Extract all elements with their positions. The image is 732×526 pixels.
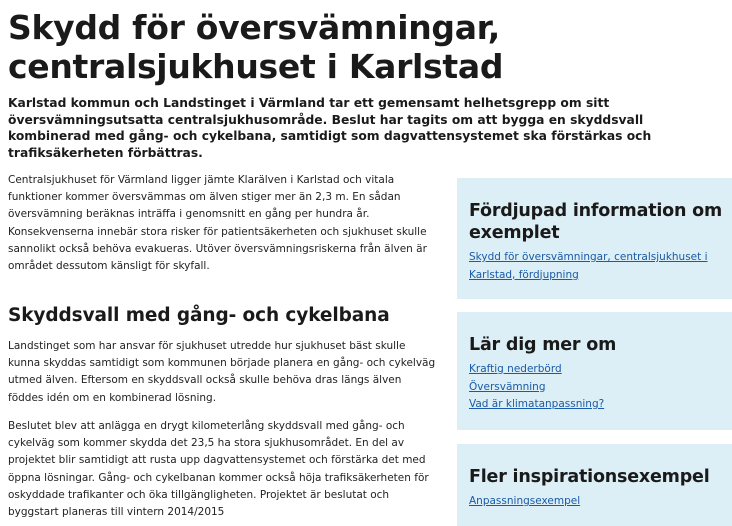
intro-paragraph: Centralsjukhuset för Värmland ligger jämte Klarälven i Karlstad och vitala funktioner kommer översvämmas om älven stiger mer än 2,3 m. En sådan översvämning beräknas inträffa i genomsnitt en gång per hundra år. Konsekvenserna innebär stora risker för patientsäkerheten och sjukhuset skulle sannolikt också behöva evakueras. Utöver översvämningsriskerna från älven är området dessutom känsligt för skyfall. (8, 174, 427, 273)
sidebar-box-more-examples (457, 444, 732, 526)
link-flooding[interactable]: Översvämning (469, 380, 546, 393)
link-deep-dive[interactable]: Skydd för översvämningar, centralsjukhuset i Karlstad, fördjupning (469, 251, 708, 281)
section-heading: Skyddsvall med gång- och cykelbana (8, 305, 390, 326)
section-paragraph-2: Beslutet blev att anlägga en drygt kilometerlång skyddsvall med gång- och cykelväg som kommer skydda det 23,5 ha stora sjukhusområdet. En del av projektet blir samtidigt att rusta upp dagvattensystemet och förstärka det med öppna lösningar. Gång- och cykelbanan kommer också höja trafiksäkerheten för oskyddade trafikanter och öka tillgängligheten. Projektet är beslutat och byggstart planeras till vintern 2014/2015 (8, 420, 429, 519)
page-title-line2: centralsjukhuset i Karlstad (8, 47, 504, 86)
page-title-line1: Skydd för översvämningar, (8, 8, 501, 47)
link-climate-adaptation[interactable]: Vad är klimatanpassning? (469, 398, 605, 410)
sidebar-box-heading: Lär dig mer om (469, 335, 617, 355)
link-heavy-rainfall[interactable]: Kraftig nederbörd (469, 363, 562, 375)
sidebar-box-heading: Fördjupad information om exemplet (469, 201, 723, 243)
sidebar-box-learn-more (457, 312, 732, 430)
section-paragraph-1: Landstinget som har ansvar för sjukhuset utredde hur sjukhuset bäst skulle kunna skyddas samtidigt som kommunen började planera en gång- och cykelväg utmed älven. Eftersom en skyddsvall också skulle behöva dras längs älven föddes idén om en kombinerad lösning. (8, 340, 436, 404)
lead-paragraph: Karlstad kommun och Landstinget i Värmland tar ett gemensamt helhetsgrepp om sitt översvämningsutsatta centralsjukhusområde. Beslut har tagits om att bygga en skyddsvall kombinerad med gång- och cykelbana, samtidigt som dagvattensystemet ska förstärkas och trafiksäkerheten förbättras. (8, 96, 652, 160)
page-title (8, 8, 728, 86)
sidebar-box-heading: Fler inspirationsexempel (469, 467, 710, 487)
link-adaptation-examples[interactable]: Anpassningsexempel (469, 495, 581, 507)
sidebar-box-deep-info (457, 178, 732, 299)
